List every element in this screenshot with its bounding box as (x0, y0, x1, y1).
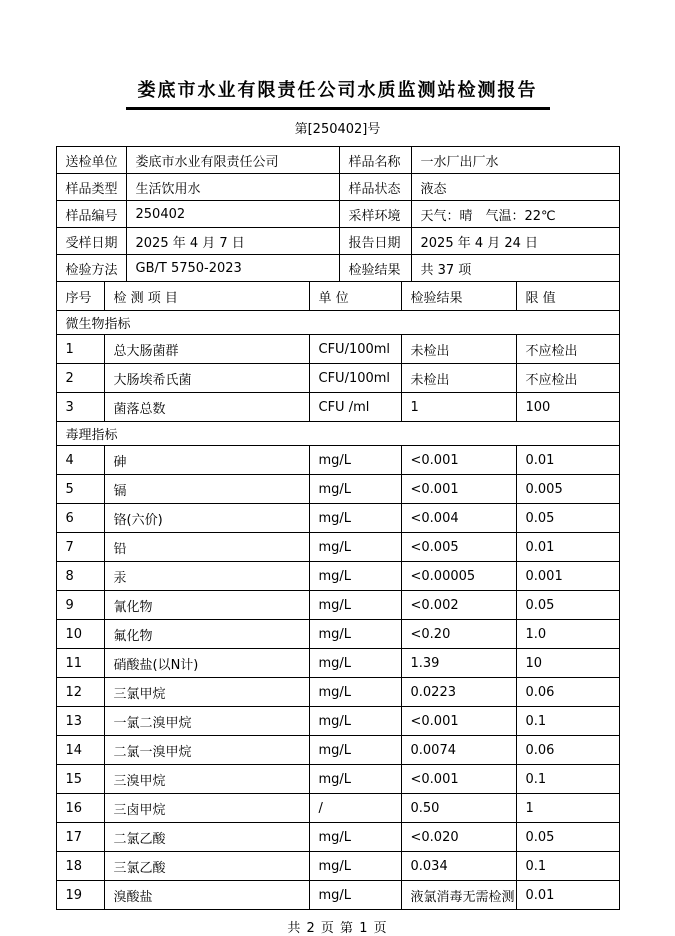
item-name: 菌落总数 (104, 393, 309, 422)
result-value: <0.002 (401, 591, 516, 620)
limit-value: 0.1 (516, 852, 619, 881)
unit: mg/L (309, 678, 401, 707)
col-header-no: 序号 (56, 282, 104, 311)
row-no: 18 (56, 852, 104, 881)
limit-value: 不应检出 (516, 335, 619, 364)
report-header (126, 0, 550, 110)
info-value: GB/T 5750-2023 (126, 255, 339, 282)
item-name: 镉 (104, 475, 309, 504)
info-value: 共 37 项 (411, 255, 619, 282)
info-label: 送检单位 (56, 147, 126, 174)
result-value: <0.00005 (401, 562, 516, 591)
section-row (56, 422, 619, 446)
info-row (56, 147, 619, 174)
info-value: 一水厂出厂水 (411, 147, 619, 174)
row-no: 8 (56, 562, 104, 591)
limit-value: 不应检出 (516, 364, 619, 393)
unit: mg/L (309, 591, 401, 620)
limit-value: 0.06 (516, 736, 619, 765)
row-no: 6 (56, 504, 104, 533)
unit: mg/L (309, 736, 401, 765)
info-value: 2025 年 4 月 7 日 (126, 228, 339, 255)
info-value: 液态 (411, 174, 619, 201)
info-value: 2025 年 4 月 24 日 (411, 228, 619, 255)
unit: mg/L (309, 446, 401, 475)
result-value: <0.001 (401, 707, 516, 736)
table-row (56, 475, 619, 504)
result-value: 未检出 (401, 335, 516, 364)
unit: mg/L (309, 765, 401, 794)
results-table-body (56, 311, 619, 910)
table-row (56, 881, 619, 910)
info-label: 受样日期 (56, 228, 126, 255)
unit: mg/L (309, 533, 401, 562)
result-value: <0.001 (401, 446, 516, 475)
unit: mg/L (309, 823, 401, 852)
page-title: 娄底市水业有限责任公司水质监测站检测报告 (126, 76, 550, 110)
limit-value: 0.06 (516, 678, 619, 707)
table-row (56, 620, 619, 649)
doc-number: 第[250402]号 (294, 122, 381, 137)
result-value: 0.50 (401, 794, 516, 823)
table-row (56, 364, 619, 393)
result-value: <0.20 (401, 620, 516, 649)
section-label: 毒理指标 (56, 422, 619, 446)
row-no: 17 (56, 823, 104, 852)
table-row (56, 852, 619, 881)
table-row (56, 765, 619, 794)
result-value: 未检出 (401, 364, 516, 393)
item-name: 二氯乙酸 (104, 823, 309, 852)
limit-value: 0.01 (516, 533, 619, 562)
results-table (56, 281, 620, 910)
limit-value: 0.001 (516, 562, 619, 591)
row-no: 3 (56, 393, 104, 422)
table-row (56, 504, 619, 533)
item-name: 铅 (104, 533, 309, 562)
item-name: 大肠埃希氏菌 (104, 364, 309, 393)
limit-value: 0.05 (516, 823, 619, 852)
result-value: <0.020 (401, 823, 516, 852)
limit-value: 0.1 (516, 765, 619, 794)
item-name: 一氯二溴甲烷 (104, 707, 309, 736)
result-value: 0.0074 (401, 736, 516, 765)
item-name: 铬(六价) (104, 504, 309, 533)
section-label: 微生物指标 (56, 311, 619, 335)
result-value: 液氯消毒无需检测 (401, 881, 516, 910)
limit-value: 0.005 (516, 475, 619, 504)
limit-value: 10 (516, 649, 619, 678)
limit-value: 0.1 (516, 707, 619, 736)
info-row (56, 201, 619, 228)
info-table-body (56, 147, 619, 282)
row-no: 2 (56, 364, 104, 393)
unit: mg/L (309, 707, 401, 736)
row-no: 15 (56, 765, 104, 794)
item-name: 二氯一溴甲烷 (104, 736, 309, 765)
table-row (56, 562, 619, 591)
info-row (56, 255, 619, 282)
item-name: 氰化物 (104, 591, 309, 620)
result-value: 1.39 (401, 649, 516, 678)
row-no: 16 (56, 794, 104, 823)
info-value: 天气：晴 气温：22℃ (411, 201, 619, 228)
limit-value: 0.05 (516, 591, 619, 620)
unit: CFU/100ml (309, 335, 401, 364)
col-header-item: 检 测 项 目 (104, 282, 309, 311)
item-name: 氟化物 (104, 620, 309, 649)
unit: mg/L (309, 649, 401, 678)
page-footer: 共 2 页 第 1 页 (287, 921, 388, 936)
result-value: 0.0223 (401, 678, 516, 707)
info-label: 样品编号 (56, 201, 126, 228)
info-row (56, 228, 619, 255)
info-label: 检验方法 (56, 255, 126, 282)
row-no: 11 (56, 649, 104, 678)
section-row (56, 311, 619, 335)
item-name: 三溴甲烷 (104, 765, 309, 794)
item-name: 总大肠菌群 (104, 335, 309, 364)
limit-value: 100 (516, 393, 619, 422)
results-header-row (56, 282, 619, 311)
table-row (56, 393, 619, 422)
unit: CFU/100ml (309, 364, 401, 393)
unit: mg/L (309, 852, 401, 881)
limit-value: 1 (516, 794, 619, 823)
unit: mg/L (309, 475, 401, 504)
table-row (56, 736, 619, 765)
table-row (56, 794, 619, 823)
item-name: 溴酸盐 (104, 881, 309, 910)
info-label: 检验结果 (339, 255, 411, 282)
item-name: 三卤甲烷 (104, 794, 309, 823)
item-name: 三氯乙酸 (104, 852, 309, 881)
unit: mg/L (309, 881, 401, 910)
limit-value: 1.0 (516, 620, 619, 649)
result-value: <0.001 (401, 475, 516, 504)
unit: mg/L (309, 620, 401, 649)
table-row (56, 335, 619, 364)
result-value: <0.001 (401, 765, 516, 794)
info-label: 样品状态 (339, 174, 411, 201)
row-no: 12 (56, 678, 104, 707)
info-label: 样品名称 (339, 147, 411, 174)
info-label: 采样环境 (339, 201, 411, 228)
unit: CFU /ml (309, 393, 401, 422)
col-header-unit: 单 位 (309, 282, 401, 311)
result-value: 1 (401, 393, 516, 422)
item-name: 三氯甲烷 (104, 678, 309, 707)
row-no: 1 (56, 335, 104, 364)
item-name: 汞 (104, 562, 309, 591)
row-no: 5 (56, 475, 104, 504)
unit: mg/L (309, 504, 401, 533)
info-label: 样品类型 (56, 174, 126, 201)
unit: mg/L (309, 562, 401, 591)
info-value: 生活饮用水 (126, 174, 339, 201)
row-no: 19 (56, 881, 104, 910)
result-value: 0.034 (401, 852, 516, 881)
table-row (56, 823, 619, 852)
table-row (56, 591, 619, 620)
item-name: 砷 (104, 446, 309, 475)
table-row (56, 533, 619, 562)
table-row (56, 649, 619, 678)
info-label: 报告日期 (339, 228, 411, 255)
info-value: 250402 (126, 201, 339, 228)
result-value: <0.005 (401, 533, 516, 562)
col-header-limit: 限 值 (516, 282, 619, 311)
limit-value: 0.05 (516, 504, 619, 533)
info-row (56, 174, 619, 201)
unit: / (309, 794, 401, 823)
item-name: 硝酸盐(以N计) (104, 649, 309, 678)
limit-value: 0.01 (516, 881, 619, 910)
results-table-head (56, 282, 619, 311)
row-no: 10 (56, 620, 104, 649)
row-no: 7 (56, 533, 104, 562)
limit-value: 0.01 (516, 446, 619, 475)
result-value: <0.004 (401, 504, 516, 533)
col-header-result: 检验结果 (401, 282, 516, 311)
row-no: 4 (56, 446, 104, 475)
row-no: 13 (56, 707, 104, 736)
row-no: 14 (56, 736, 104, 765)
table-row (56, 678, 619, 707)
table-row (56, 446, 619, 475)
info-value: 娄底市水业有限责任公司 (126, 147, 339, 174)
row-no: 9 (56, 591, 104, 620)
table-row (56, 707, 619, 736)
info-table (56, 146, 620, 282)
